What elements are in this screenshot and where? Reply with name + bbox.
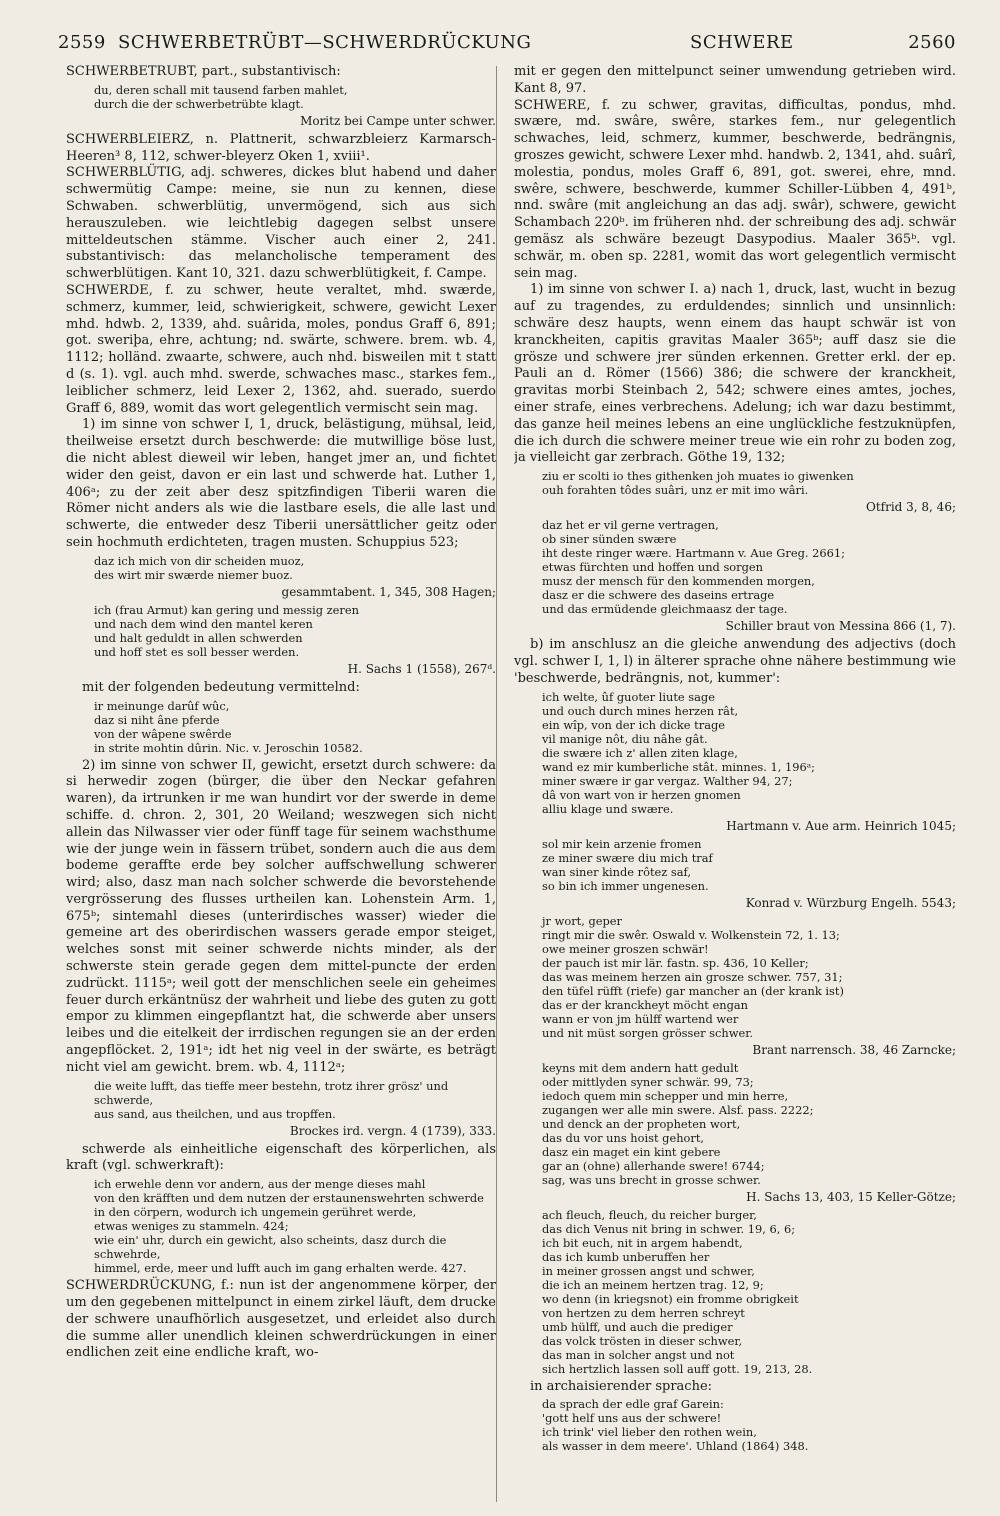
- cite-block: H. Sachs 1 (1558), 267ᵈ.: [347, 661, 496, 676]
- cite-block: Konrad v. Würzburg Engelh. 5543;: [745, 895, 956, 910]
- para-block: 1) im sinne von schwer I. a) nach 1, druck, last, wucht in bezug auf zu tragendes, zu erduldendes; sinnlich und unsinnlich: schwäre desz haupts, wenn einem das haupt schwär ist von kranckheiten, capitis gravitas Maaler 365ᵇ; auff dasz sie die grösze und schwere jrer sünden erkennen. Gretter erkl. der ep. Pauli an d. Römer (1566) 386; die schwere der kranckheit, gravitas morbi Steinbach 2, 542; schwere eines amtes, joches, einer strafe, eines verbrechens. Adelung; ich war dazu bestimmt, das ganze heil meines lebens an eine unglückliche festzuknüpfen, die ich durch die schwere meiner treue wie ein rohr zu boden zog, ja vielleicht gar zerbrach. Göthe 19, 132;: [514, 282, 956, 466]
- entry-block: SCHWERBLÜTIG, adj. schweres, dickes blut habend und daher schwermütig Campe: meine, sie nun zu kennen, diese Schwaben. schwerblütig, unvermögend, sich aus sich herauszuleben. wie leichtlebig dagegen selbst unsere mitteldeutschen stämme. Vischer auch einer 2, 241. substantivisch: das melancholische temperament des schwerblütigen. Kant 10, 321. dazu schwerblütigkeit, f. Campe.: [66, 165, 496, 282]
- quote-block: da sprach der edle graf Garein: 'gott helf uns aus der schwere! ich trink' viel lieber den rothen wein, als wasser in dem meere'. Uhland (1864) 348.: [542, 1397, 809, 1454]
- running-head: [58, 32, 956, 60]
- left-column: [66, 64, 496, 1504]
- entry-block: SCHWERDRÜCKUNG, f.: nun ist der angenommene körper, der um den gegebenen mittelpunct in einem zirkel läuft, dem drucke der schwere unaufhörlich ausgesetzet, und erleidet also durch die summe aller unendlich kleinen schwerdrückungen in einer endlichen zeit eine endliche kraft, wo-: [66, 1278, 496, 1361]
- para-block: 1) im sinne von schwer I, 1, druck, belästigung, mühsal, leid, theilweise ersetzt durch beschwerde: die mutwillige böse lust, die nicht ablest dieweil wir leben, hanget jmer an, und fichtet wider den geist, davon er ein last und schwerde hat. Luther 1, 406ᵃ; zu der zeit aber desz spitzfindigen Tiberii waren die Römer nicht anders als wie die lastbare esels, die alle last und schwerte, die entweder desz Tiberii unersättlicher geitz oder sein hochmuth erdichteten, tragen musten. Schuppius 523;: [66, 417, 496, 550]
- quote-block: jr wort, geper ringt mir die swêr. Oswald v. Wolkenstein 72, 1. 13; owe meiner groszen schwär! der pauch ist mir lär. fastn. sp. 436, 10 Keller; das was meinem herzen ain grosze schwer. 757, 31; den tüfel rüfft (riefe) gar mancher an (der krank ist) das er der kranckheyt möcht engan wann er von jm hülff wartend wer und nit müst sorgen grösser schwer.: [542, 913, 844, 1040]
- column-divider: [496, 66, 497, 1502]
- entry-block: SCHWERDE, f. zu schwer, heute veraltet, mhd. swærde, schmerz, kummer, leid, schwierigkeit, schwere, gewicht Lexer mhd. hdwb. 2, 1339, ahd. suârida, moles, pondus Graff 6, 891; got. sweriþa, ehre, achtung; nd. swärte, schwere. brem. wb. 4, 1112; holländ. zwaarte, schwere, auch nhd. bisweilen mit t statt d (s. 1). vgl. auch mhd. swerde, schwaches masc., starkes fem., leiblicher schmerz, leid Lexer 2, 1362, ahd. suerado, suerdo Graff 6, 889, womit das wort gelegentlich vermischt sein mag.: [66, 282, 496, 416]
- entry-block: mit er gegen den mittelpunct seiner umwendung getrieben wird. Kant 8, 97.: [514, 64, 956, 96]
- entry-block: SCHWERE, f. zu schwer, gravitas, difficultas, pondus, mhd. swære, md. swâre, swêre, starkes fem., nur gelegentlich schwaches, leid, schmerz, kummer, beschwerde, bedrängnis, groszes gewicht, schwere Lexer mhd. handwb. 2, 1341, ahd. suârî, molestia, pondus, moles Graff 6, 891, got. swerei, ehre, mnd. swêre, schwere, beschwerde, kummer Schiller-Lübben 4, 491ᵇ, nnd. swâre (mit angleichung an das adj. swâr), schwere, gewicht Schambach 220ᵇ. im früheren nhd. der schreibung des adj. schwär gemäsz als schwäre bezeugt Dasypodius. Maaler 365ᵇ. vgl. schwär, m. oben sp. 2281, womit das wort gelegentlich vermischt sein mag.: [514, 97, 956, 281]
- cite-block: Brockes ird. vergn. 4 (1739), 333.: [289, 1123, 496, 1138]
- para-block: schwerde als einheitliche eigenschaft des körperlichen, als kraft (vgl. schwerkraft):: [66, 1141, 496, 1174]
- quote-block: daz ich mich von dir scheiden muoz, des wirt mir swærde niemer buoz.: [94, 553, 305, 582]
- cite-block: Schiller braut von Messina 866 (1, 7).: [725, 619, 956, 634]
- quote-block: die weite lufft, das tieffe meer bestehn, trotz ihrer grösz' und schwerde, aus sand, aus theilchen, und aus tropffen.: [94, 1078, 449, 1121]
- left-page-number: 2559: [58, 32, 106, 53]
- cite-block: Hartmann v. Aue arm. Heinrich 1045;: [726, 818, 956, 833]
- quote-block: ziu er scolti io thes githenken joh muates io giwenken ouh forahten tôdes suâri, unz er mit imo wâri.: [542, 469, 854, 498]
- cite-block: H. Sachs 13, 403, 15 Keller-Götze;: [746, 1189, 956, 1204]
- cite-block: Brant narrensch. 38, 46 Zarncke;: [752, 1042, 956, 1057]
- right-running-title: SCHWERE: [690, 32, 794, 53]
- quote-block: du, deren schall mit tausend farben mahlet, durch die der schwerbetrübte klagt.: [94, 82, 348, 111]
- quote-block: ich welte, ûf guoter liute sage und ouch durch mines herzen rât, ein wîp, von der ich dicke trage vil manige nôt, diu nâhe gât. die swære ich z' allen ziten klage, wand ez mir kumberliche stât. minnes. 1, 196ᵃ; miner swære ir gar vergaz. Walther 94, 27; dâ von wart von ir herzen gnomen alliu klage und swære.: [542, 689, 815, 816]
- left-running-title: SCHWERBETRÜBT—SCHWERDRÜCKUNG: [118, 32, 532, 53]
- para-block: mit der folgenden bedeutung vermittelnd:: [82, 679, 360, 695]
- cite-block: gesammtabent. 1, 345, 308 Hagen;: [281, 584, 496, 599]
- quote-block: keyns mit dem andern hatt gedult oder mittlyden syner schwär. 99, 73; iedoch quem min schepper und min herre, zugangen wer alle min swere. Alsf. pass. 2222; und denck an der propheten wort, das du vor uns hoist gehort, dasz ein maget ein kint gebere gar an (ohne) allerhande swere! 6744; sag, was uns brecht in grosse schwer.: [542, 1060, 814, 1187]
- cite-block: Otfrid 3, 8, 46;: [865, 500, 956, 515]
- quote-block: ich erwehle denn vor andern, aus der menge dieses mahl von den kräfften und dem nutzen der erstaunenswehrten schwerde in den cörpern, wodurch ich ungemein gerühret werde, etwas weniges zu stammeln. 424; wie ein' uhr, durch ein gewicht, also scheints, dasz durch die schwehrde, himmel, erde, meer und lufft auch im gang erhalten werde. 427.: [94, 1177, 484, 1276]
- entry-block: SCHWERBETRÜBT, part., substantivisch:: [66, 64, 341, 79]
- quote-block: ir meinunge darûf wûc, daz si niht âne pferde von der wâpene swêrde in strite mohtin dûrin. Nic. v. Jeroschin 10582.: [94, 698, 363, 755]
- right-column: [514, 64, 956, 1504]
- para-block: b) im anschlusz an die gleiche anwendung des adjectivs (doch vgl. schwer I, 1, l) in älterer sprache ohne nähere bestimmung wie 'beschwerde, bedrängnis, not, kummer':: [514, 637, 956, 686]
- para-block: in archaisierender sprache:: [530, 1378, 713, 1394]
- quote-block: sol mir kein arzenie fromen ze miner swære diu mich traf wan siner kinde rôtez saf, so bin ich immer ungenesen.: [542, 836, 713, 893]
- entry-block: SCHWERBLEIERZ, n. Plattnerit, schwarzbleierz Karmarsch-Heeren³ 8, 112, schwer-bleyerz Oken 1, xviii¹.: [66, 131, 496, 164]
- para-block: 2) im sinne von schwer II, gewicht, ersetzt durch schwere: da si herwedir zogen (bürger, die über den Neckar gefahren waren), da irtrunken ir me wan hundirt vor der swerde in deme schiffe. d. chron. 2, 301, 20 Weiland; weszwegen sich nicht allein das Nilwasser vier oder fünff tage für seinem wachsthume wie der junge wein in fässern trübet, sondern auch die aus dem bodeme geraffte erde bey solcher auffschwellung schwerer wird; also, dasz man nach solcher schwerde die bevorstehende vergrösserung des flusses urtheilen kan. Lohenstein Arm. 1, 675ᵇ; sintemahl dieses (unterirdisches wasser) wieder die gemeine art des oberirdischen wassers gerade empor steiget, welches sonst mit seiner schwerde nichts minder, als der schwerste stein gerade gegen dem mittel-puncte der erden zudrückt. 1115ᵃ; weil gott der menschlichen seele ein geheimes feuer durch erkäntnüsz der wahrheit und liebe des guten zu gott empor zu klimmen eingepflantzt hat, die schwerde aber unsers leibes und die eitelkeit der irrdischen regungen sie an der erden angepflöcket. 2, 191ᵃ; idt het nig veel in der swärte, es beträgt nicht viel am gewicht. brem. wb. 4, 1112ᵃ;: [66, 757, 496, 1075]
- quote-block: ich (frau Armut) kan gering und messig zeren und nach dem wind den mantel keren und halt geduldt in allen schwerden und hoff stet es soll besser werden.: [94, 602, 359, 659]
- quote-block: daz het er vil gerne vertragen, ob siner sünden swære iht deste ringer wære. Hartmann v. Aue Greg. 2661; etwas fürchten und hoffen und sorgen musz der mensch für den kommenden morgen, dasz er die schwere des daseins ertrage und das ermüdende gleichmaasz der tage.: [542, 518, 845, 617]
- right-page-number: 2560: [908, 32, 956, 53]
- cite-block: Moritz bei Campe unter schwer.: [300, 113, 496, 128]
- quote-block: ach fleuch, fleuch, du reicher burger, das dich Venus nit bring in schwer. 19, 6, 6; ich bit euch, nit in argem habendt, das ich kumb unberuffen her in meiner grossen angst und schwer, die ich an meinem hertzen trag. 12, 9; wo denn (in kriegsnot) ein fromme obrigkeit von hertzen zu dem herren schreyt umb hülff, und auch die prediger das volck trösten in dieser schwer, das man in solcher angst und not sich hertzlich lassen soll auff gott. 19, 213, 28.: [542, 1207, 813, 1376]
